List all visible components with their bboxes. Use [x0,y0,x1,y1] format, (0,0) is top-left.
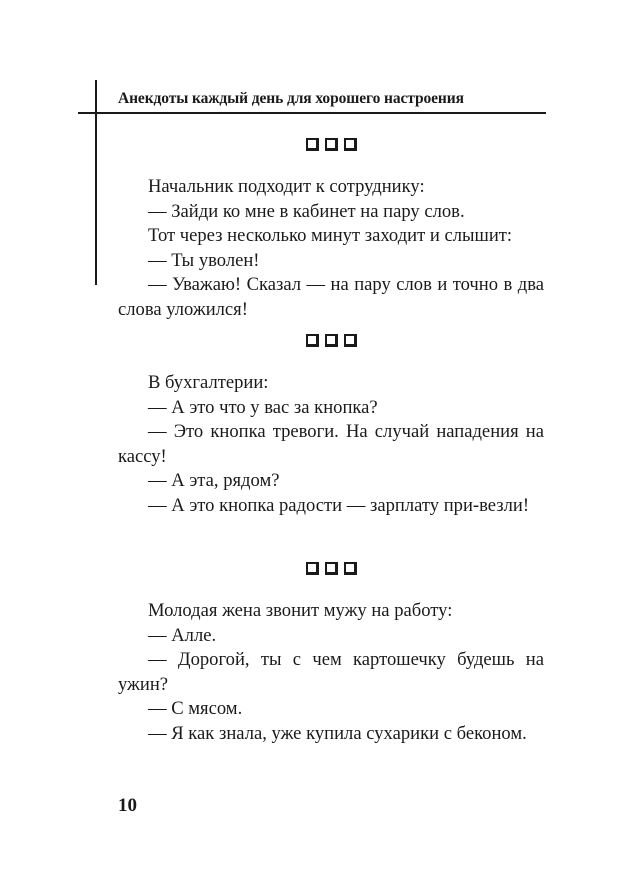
joke-section-2 [118,331,544,518]
joke-line: — Ты уволен! [148,249,260,271]
square-ornament-icon [306,138,319,151]
square-ornament-icon [306,334,319,347]
joke-line: — Уважаю! Сказал — на пару слов и точно в два слова уложился! [118,274,544,320]
joke-line: — А это кнопка радости — зарплату при-везли! [148,494,530,516]
joke-line: — Дорогой, ты с чем картошечку будешь на ужин? [118,649,544,695]
square-ornament-icon [325,562,338,575]
joke-line: — Зайди ко мне в кабинет на пару слов. [148,200,465,222]
page-number: 10 [118,795,137,816]
joke-line: — А эта, рядом? [148,470,280,491]
square-ornament-icon [325,138,338,151]
joke-section-1 [118,135,544,322]
joke-line: В бухгалтерии: [148,372,269,393]
joke-line: — Алле. [148,624,217,646]
joke-section-3 [118,559,544,746]
square-ornament-icon [306,562,319,575]
header-horizontal-rule [78,112,546,114]
margin-vertical-rule [95,80,97,285]
joke-line: Начальник подходит к сотруднику: [148,176,425,197]
joke-line: — А это что у вас за кнопка? [148,396,378,418]
joke-line: — Я как знала, уже купила сухарики с беконом. [148,722,527,744]
divider-ornament [118,559,544,585]
square-ornament-icon [344,138,357,151]
square-ornament-icon [344,562,357,575]
running-header-title: Анекдоты каждый день для хорошего настроения [118,90,464,107]
divider-ornament [118,331,544,357]
joke-line: Тот через несколько минут заходит и слышит: [148,225,513,246]
square-ornament-icon [325,334,338,347]
square-ornament-icon [344,334,357,347]
joke-line: — С мясом. [148,698,243,719]
joke-line: — Это кнопка тревоги. На случай нападения на кассу! [118,421,544,467]
divider-ornament [118,135,544,161]
joke-line: Молодая жена звонит мужу на работу: [148,600,453,621]
